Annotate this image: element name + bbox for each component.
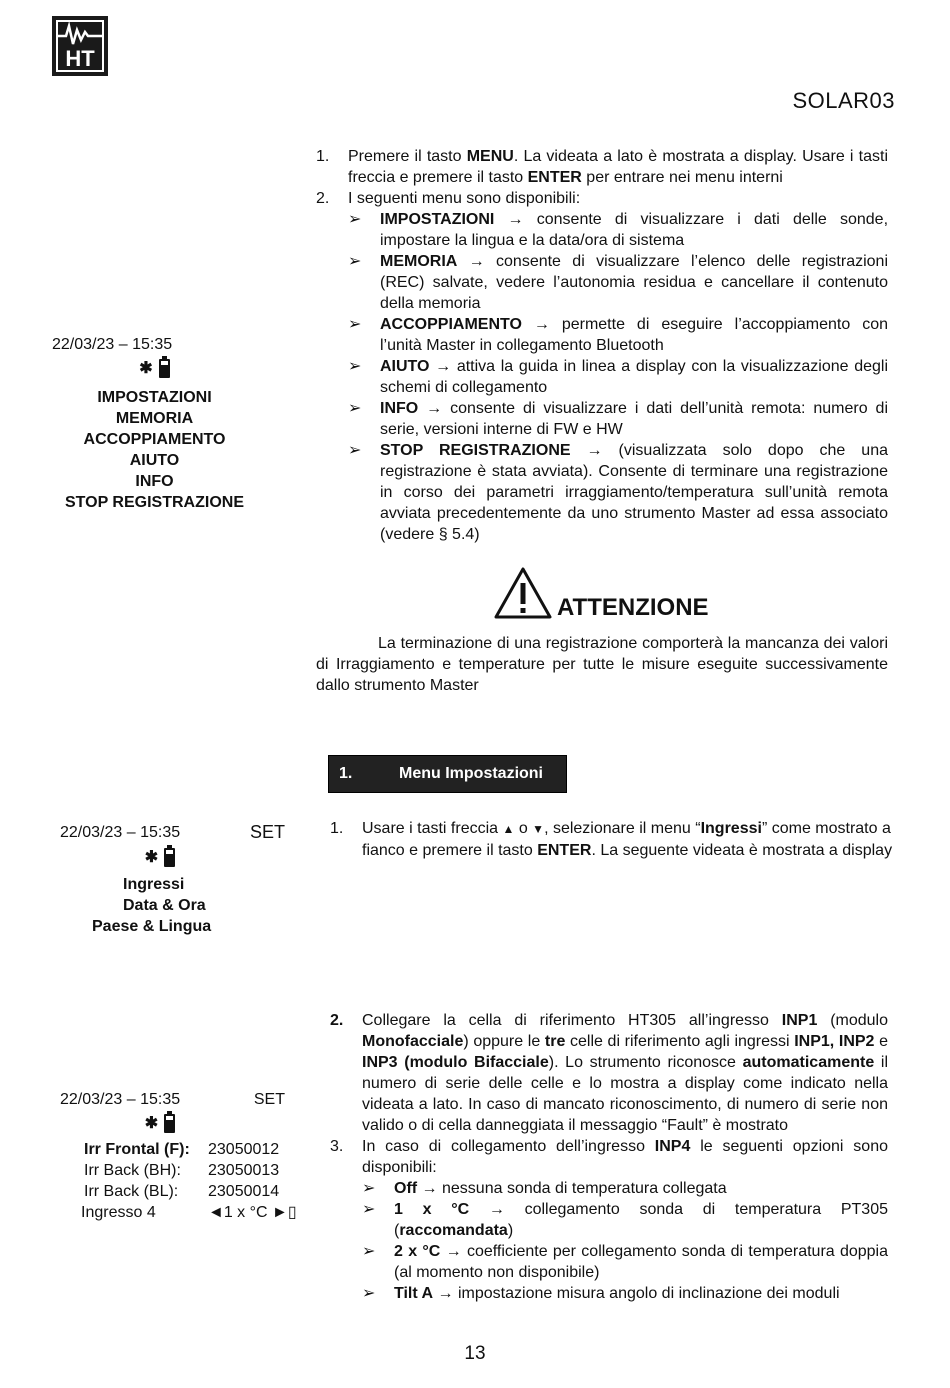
menu-item-paese-lingua: Paese & Lingua (92, 918, 212, 935)
warning-header (493, 566, 709, 620)
section-heading: 1. Menu Impostazioni (328, 755, 567, 793)
battery-icon (164, 1114, 175, 1133)
menu-desc-accoppiamento: ➢ ACCOPPIAMENTO → permette di eseguire l’accoppiamento con l’unità Master in collegamento Bluetooth (348, 316, 888, 354)
step-2: 2. Collegare la cella di riferimento HT305 all’ingresso INP1 (modulo Monofacciale) oppure le tre celle di riferimento agli ingressi INP1, INP2 e INP3 (modulo Bifacciale). Lo strumento riconosce automaticamente il numero di serie delle celle e lo mostra a display come indicato nella videata a lato. In caso di mancato riconoscimento, di numero di serie non valido o di cella danneggiata il messaggio “Fault” è mostrato (330, 1012, 889, 1134)
ht-logo (50, 12, 110, 78)
menu-desc-info: ➢ INFO → consente di visualizzare i dati dell’unità remota: numero di serie, versioni interne di FW e HW (348, 400, 888, 438)
step-1: 1. Usare i tasti freccia ▲ o ▼, selezionare il menu “Ingressi” come mostrato a fianco e premere il tasto ENTER. La seguente videata è mostrata a display (330, 820, 893, 859)
menu-desc-aiuto: ➢ AIUTO → attiva la guida in linea a display con la visualizzazione degli schemi di collegamento (348, 358, 889, 396)
option-2x-c: ➢ 2 x °C → coefficiente per collegamento sonda di temperatura doppia (al momento non disponibile) (362, 1243, 889, 1281)
svg-text:HT: HT (65, 46, 95, 71)
display-mode: SET (249, 822, 285, 842)
input-row-inp2: Irr Back (BH): 23050013 (84, 1162, 280, 1179)
step-1: 1. Premere il tasto MENU. La videata a lato è mostrata a display. Usare i tasti freccia e premere il tasto ENTER per entrare nei menu interni (316, 148, 889, 186)
battery-icon (159, 359, 170, 378)
menu-desc-memoria: ➢ MEMORIA → consente di visualizzare l’elenco delle registrazioni (REC) salvate, vedere l’autonomia residua e cancellare il contenuto della memoria (348, 253, 889, 312)
bluetooth-icon: ✱ (139, 359, 153, 377)
menu-item-stop-registrazione: STOP REGISTRAZIONE (65, 494, 244, 511)
display-mode: SET (253, 1091, 285, 1108)
menu-item-ingressi: Ingressi (123, 876, 185, 893)
warning-triangle-icon (493, 566, 553, 620)
instructions-main-menu (316, 146, 888, 545)
step-2: 2. I seguenti menu sono disponibili: (316, 190, 581, 207)
bluetooth-icon: ✱ (144, 1114, 159, 1132)
warning-text: La terminazione di una registrazione comporterà la mancanza dei valori di Irraggiamento e temperature per tutte le misure eseguite successivamente dallo strumento Master (316, 635, 888, 694)
instructions-inputs (330, 1010, 888, 1304)
display-settings-menu (60, 822, 290, 937)
menu-item-aiuto: AIUTO (129, 452, 180, 469)
display-inputs (60, 1089, 310, 1223)
option-tilt-a: ➢ Tilt A → impostazione misura angolo di inclinazione dei moduli (362, 1285, 840, 1302)
battery-icon (164, 848, 175, 867)
menu-item-impostazioni: IMPOSTAZIONI (97, 389, 212, 406)
warning-title: ATTENZIONE (557, 594, 709, 621)
display-status-icons (60, 845, 260, 869)
option-1x-c: ➢ 1 x °C → collegamento sonda di temperatura PT305 (raccomandata) (362, 1201, 888, 1239)
display-status-icons (60, 1111, 260, 1135)
menu-desc-impostazioni: ➢ IMPOSTAZIONI → consente di visualizzare i dati delle sonde, impostare la lingua e la data/ora di sistema (348, 211, 889, 249)
model-name: SOLAR03 (792, 88, 895, 113)
page-number: 13 (464, 1343, 486, 1364)
menu-desc-stop-registrazione: ➢ STOP REGISTRAZIONE → (visualizzata solo dopo che una registrazione è stata avviata). Consente di terminare una registrazione in corso dei parametri irraggiamento/temperatura sull’unità remota avviata precedentemente da uno strumento Master ad essa associato (vedere § 5.4) (348, 442, 889, 543)
menu-item-info: INFO (135, 473, 174, 490)
input-row-inp4: Ingresso 4 ◄1 x °C ►▯ (81, 1204, 297, 1221)
option-off: ➢ Off → nessuna sonda di temperatura collegata (362, 1180, 727, 1197)
display-datetime: 22/03/23 – 15:35 (60, 824, 181, 841)
menu-item-data-ora: Data & Ora (123, 897, 206, 914)
display-status-icons (52, 356, 257, 380)
menu-item-memoria: MEMORIA (115, 410, 194, 427)
display-main-menu (52, 334, 257, 513)
instructions-settings (330, 818, 895, 861)
bluetooth-icon: ✱ (144, 848, 159, 866)
menu-item-accoppiamento: ACCOPPIAMENTO (83, 431, 226, 448)
step-3: 3. In caso di collegamento dell’ingresso INP4 le seguenti opzioni sono disponibili: (330, 1138, 888, 1176)
display-datetime: 22/03/23 – 15:35 (60, 1091, 181, 1108)
input-row-inp3: Irr Back (BL): 23050014 (84, 1183, 280, 1200)
display-datetime: 22/03/23 – 15:35 (52, 336, 173, 353)
input-row-inp1: Irr Frontal (F): 23050012 (84, 1141, 280, 1158)
